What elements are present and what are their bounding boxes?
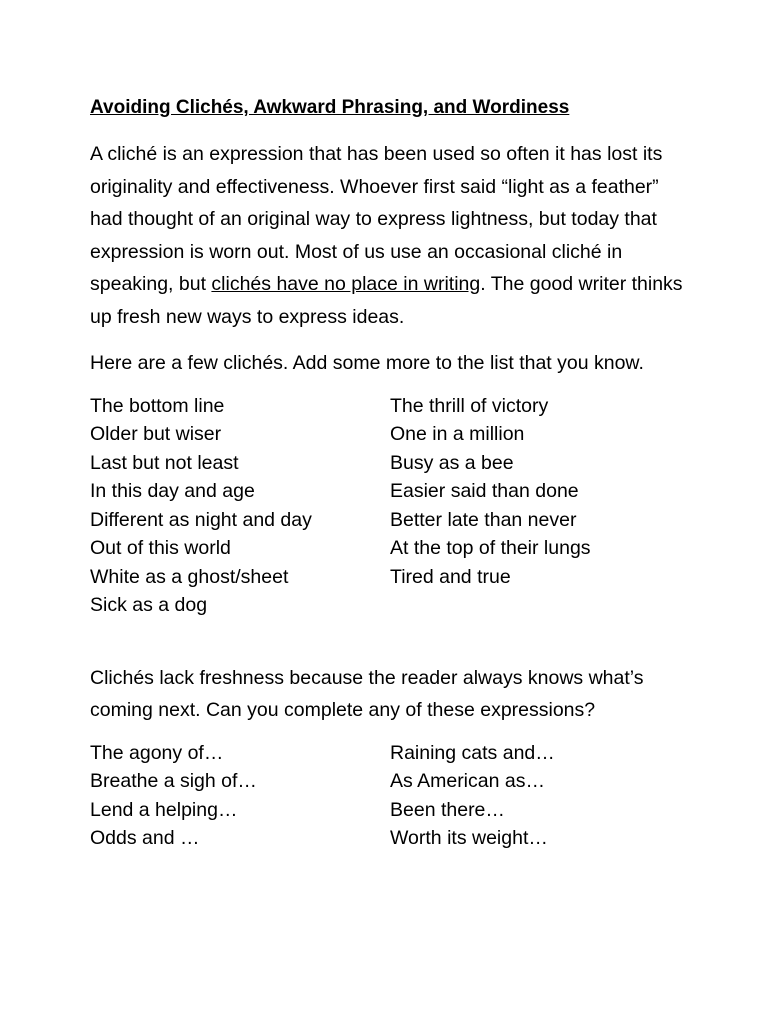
- cliche-item: Older but wiser: [90, 423, 222, 445]
- cliche-item: Easier said than done: [390, 480, 579, 502]
- cliche-item: Out of this world: [90, 537, 231, 559]
- cliche-item: White as a ghost/sheet: [90, 565, 289, 588]
- complete-prompt: Clichés lack freshness because the reader always knows what’s coming next. Can you complete any of these expressions?: [90, 666, 644, 721]
- expression-item: Odds and …: [90, 827, 200, 849]
- expression-item: Raining cats and…: [390, 741, 555, 764]
- cliche-item: The thrill of victory: [390, 394, 549, 417]
- cliche-item: At the top of their lungs: [390, 537, 591, 559]
- document-page: [90, 96, 690, 853]
- intro-underlined-text: clichés have no place in writing: [211, 273, 481, 295]
- cliche-item: Last but not least: [90, 451, 239, 474]
- expression-item: The agony of…: [90, 741, 224, 764]
- cliche-item: Busy as a bee: [390, 451, 514, 474]
- expression-column-left: [90, 739, 390, 853]
- cliche-item: The bottom line: [90, 394, 225, 417]
- expression-list: [90, 739, 690, 853]
- cliche-column-left: [90, 392, 390, 620]
- cliche-column-right: [390, 392, 690, 620]
- expression-item: As American as…: [390, 770, 545, 792]
- expression-item: Worth its weight…: [390, 827, 548, 849]
- expression-item: Breathe a sigh of…: [90, 770, 257, 792]
- list-prompt: Here are a few clichés. Add some more to the list that you know.: [90, 352, 644, 374]
- intro-text-end: . The good writer thinks up fresh new ways to express ideas.: [90, 273, 683, 328]
- expression-item: Lend a helping…: [90, 798, 238, 821]
- cliche-item: In this day and age: [90, 480, 255, 502]
- expression-item: Been there…: [390, 798, 505, 821]
- intro-paragraph: [90, 138, 690, 333]
- cliche-item: Better late than never: [390, 508, 577, 531]
- cliche-item: One in a million: [390, 423, 525, 445]
- cliche-item: Tired and true: [390, 565, 511, 588]
- document-title: Avoiding Clichés, Awkward Phrasing, and Wordiness: [90, 97, 570, 118]
- expression-column-right: [390, 739, 690, 853]
- cliche-item: Sick as a dog: [90, 594, 208, 616]
- cliche-list: [90, 392, 690, 620]
- intro-text: A cliché is an expression that has been used so often it has lost its originality and effectiveness. Whoever first said “light as a feather” had thought of an original way to express lightness, but today that expression is worn out. Most of us use an occasional cliché in speaking, but: [90, 143, 663, 295]
- cliche-item: Different as night and day: [90, 508, 312, 531]
